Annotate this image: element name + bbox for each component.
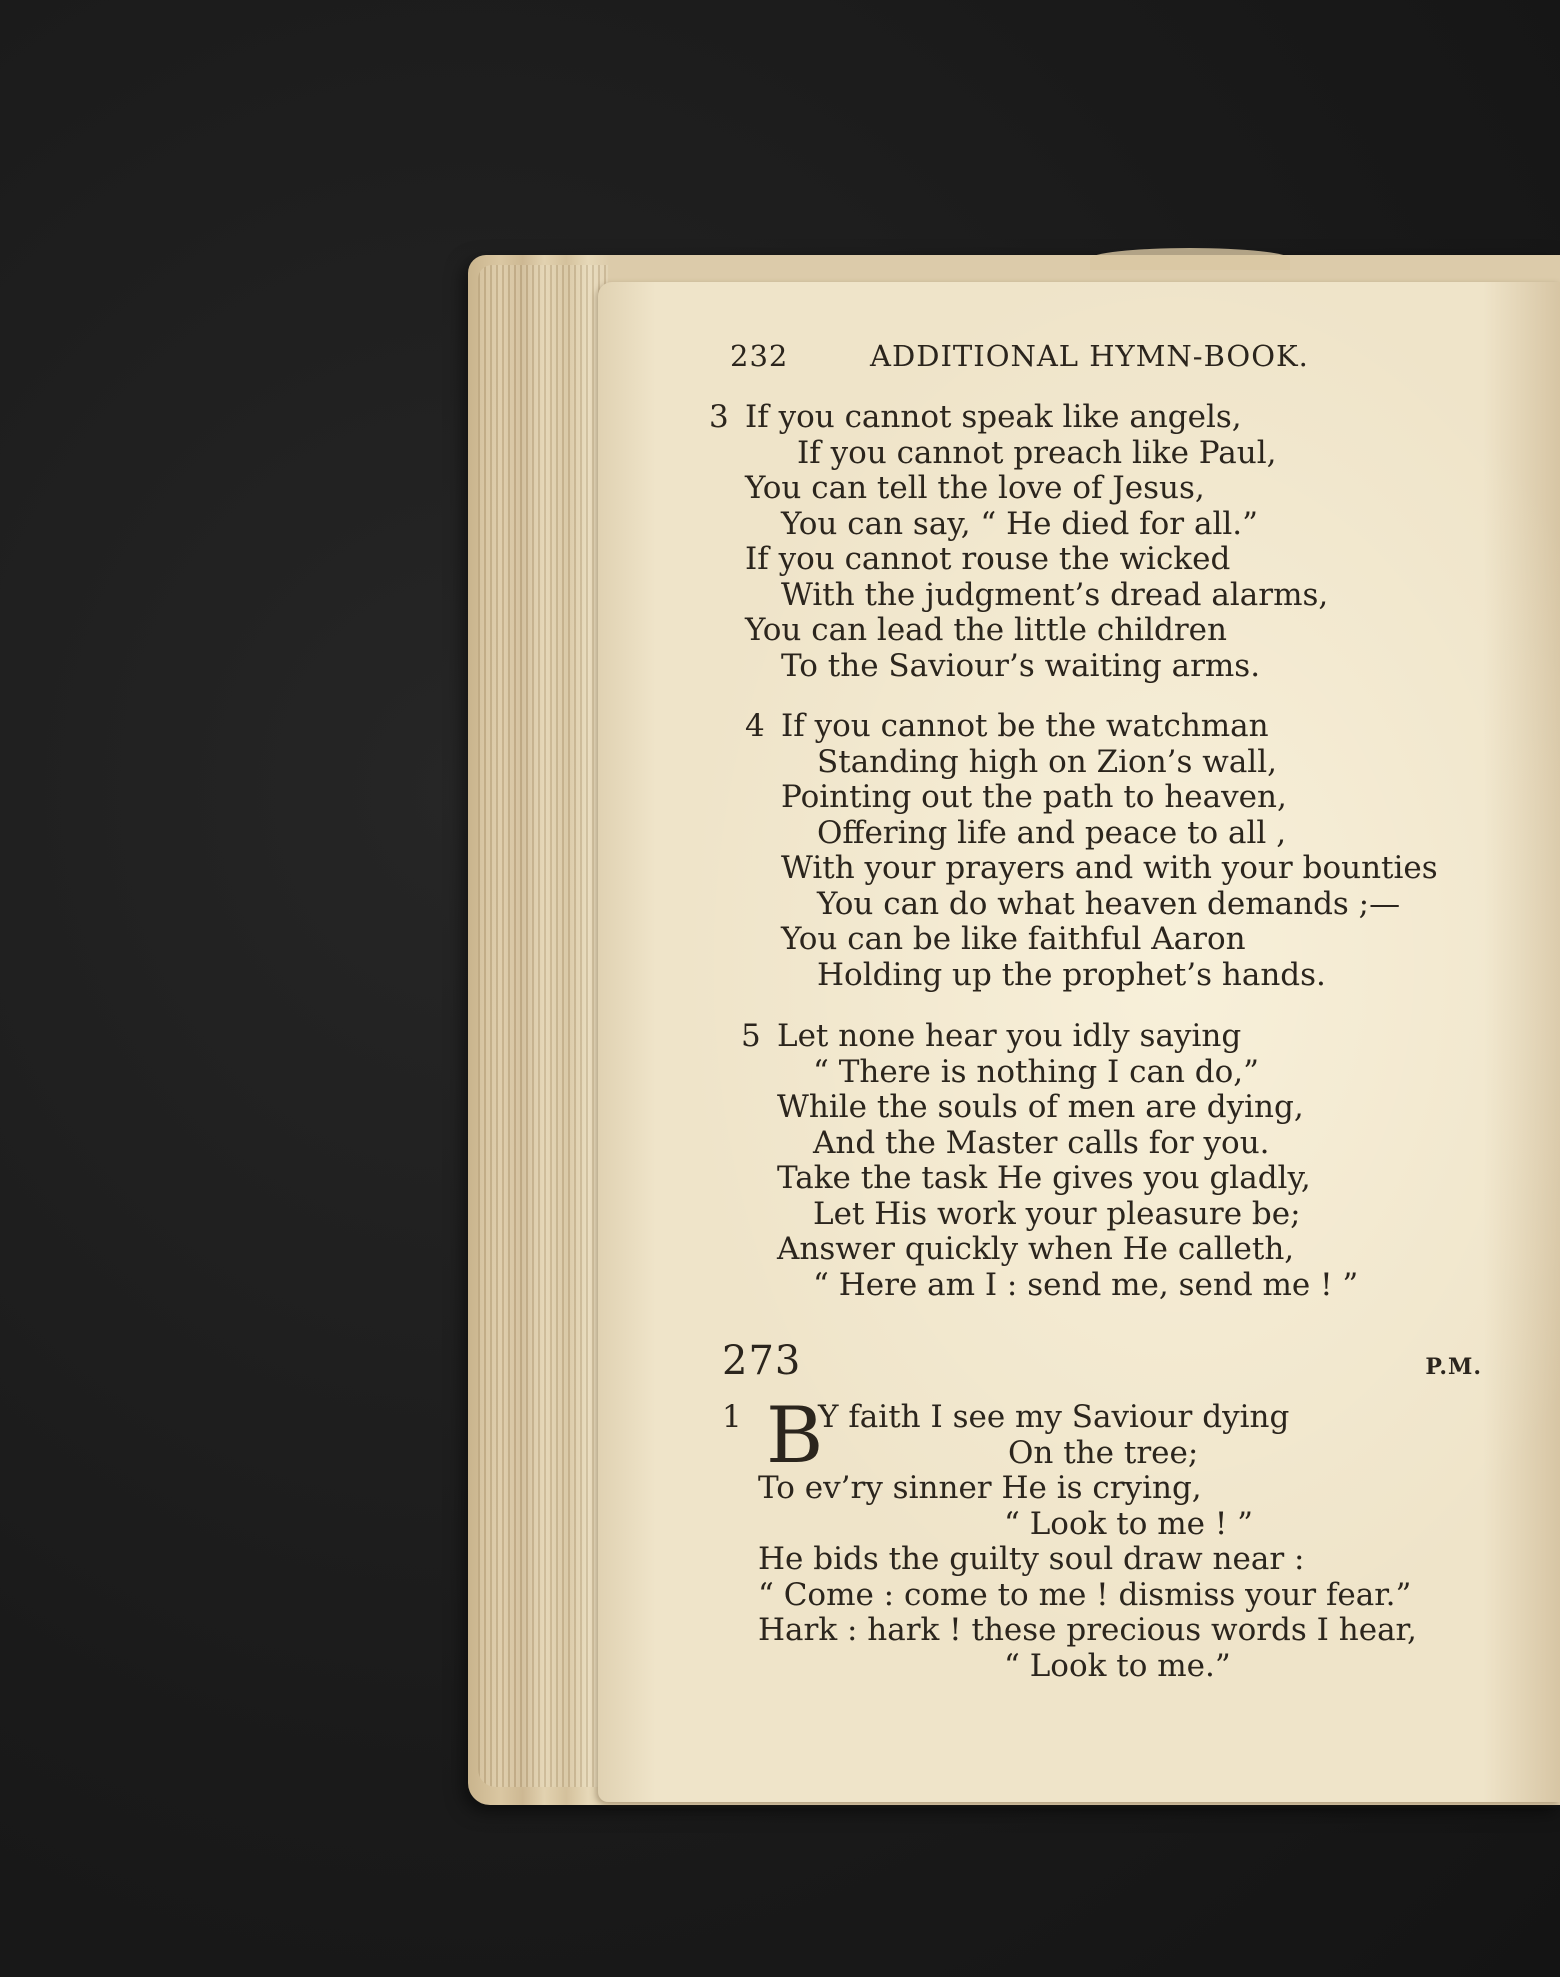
stanza-line: “ Look to me.” bbox=[1004, 1647, 1231, 1684]
stanza-number: 4 bbox=[745, 708, 765, 744]
stanza-line: “ Here am I : send me, send me ! ” bbox=[813, 1266, 1359, 1303]
stanza-3 bbox=[709, 399, 1329, 684]
stanza-number: 5 bbox=[741, 1018, 761, 1054]
stanza-line: “ Come : come to me ! dismiss your fear.” bbox=[758, 1576, 1412, 1613]
hymn-meter: P.M. bbox=[1425, 1354, 1482, 1380]
stanza-line: Pointing out the path to heaven, bbox=[781, 779, 1287, 815]
stanza-line: Y faith I see my Saviour dying bbox=[818, 1399, 1290, 1435]
stanza-number: 1 bbox=[722, 1399, 742, 1435]
hymn-heading bbox=[722, 1338, 1482, 1384]
running-title: ADDITIONAL HYMN-BOOK. bbox=[870, 339, 1309, 373]
stanza-5 bbox=[741, 1018, 1359, 1303]
stanza-line: Holding up the prophet’s hands. bbox=[817, 956, 1326, 993]
stanza-line: 4 If you cannot be the watchman bbox=[745, 708, 1269, 744]
stanza-line: You can tell the love of Jesus, bbox=[745, 470, 1205, 506]
dropcap-row bbox=[722, 1391, 1417, 1481]
stanza-line: With the judgment’s dread alarms, bbox=[781, 576, 1329, 613]
stanza-line: Take the task He gives you gladly, bbox=[777, 1160, 1311, 1196]
page-top-wear bbox=[1090, 248, 1290, 270]
stanza-line: He bids the guilty soul draw near : bbox=[758, 1541, 1305, 1577]
stanza-line: Standing high on Zion’s wall, bbox=[817, 743, 1277, 780]
stanza-line: 5 Let none hear you idly saying bbox=[741, 1018, 1242, 1054]
stanza-line: 3 If you cannot speak like angels, bbox=[709, 399, 1242, 435]
stanza-4 bbox=[745, 708, 1438, 993]
stanza-line: To the Saviour’s waiting arms. bbox=[781, 647, 1261, 684]
stanza-line: You can be like faithful Aaron bbox=[781, 921, 1246, 957]
drop-cap: B bbox=[766, 1391, 824, 1481]
stanza-line: On the tree; bbox=[1008, 1434, 1199, 1471]
page-header bbox=[730, 339, 1309, 373]
page-number: 232 bbox=[730, 339, 789, 373]
stanza-line: You can say, “ He died for all.” bbox=[781, 505, 1258, 542]
stanza-line: Hark : hark ! these precious words I hear, bbox=[758, 1612, 1417, 1648]
hymn-273-stanza-1 bbox=[722, 1391, 1417, 1684]
stanza-line: You can lead the little children bbox=[745, 612, 1227, 648]
stanza-line: If you cannot preach like Paul, bbox=[797, 434, 1277, 471]
stanza-line: “ There is nothing I can do,” bbox=[813, 1053, 1259, 1090]
stanza-line: And the Master calls for you. bbox=[813, 1124, 1270, 1161]
stanza-number: 3 bbox=[709, 399, 729, 435]
stanza-line: Let His work your pleasure be; bbox=[813, 1195, 1301, 1232]
stanza-line: “ Look to me ! ” bbox=[1004, 1505, 1253, 1542]
hymn-number: 273 bbox=[722, 1338, 802, 1384]
stanza-line: Offering life and peace to all , bbox=[817, 814, 1287, 851]
stanza-line: You can do what heaven demands ;— bbox=[817, 885, 1401, 922]
stanza-line: With your prayers and with your bounties bbox=[781, 850, 1438, 886]
stanza-line: If you cannot rouse the wicked bbox=[745, 541, 1231, 577]
stanza-line: To ev’ry sinner He is crying, bbox=[758, 1470, 1202, 1506]
stanza-line: Answer quickly when He calleth, bbox=[777, 1231, 1295, 1267]
stanza-line: While the souls of men are dying, bbox=[777, 1089, 1304, 1125]
